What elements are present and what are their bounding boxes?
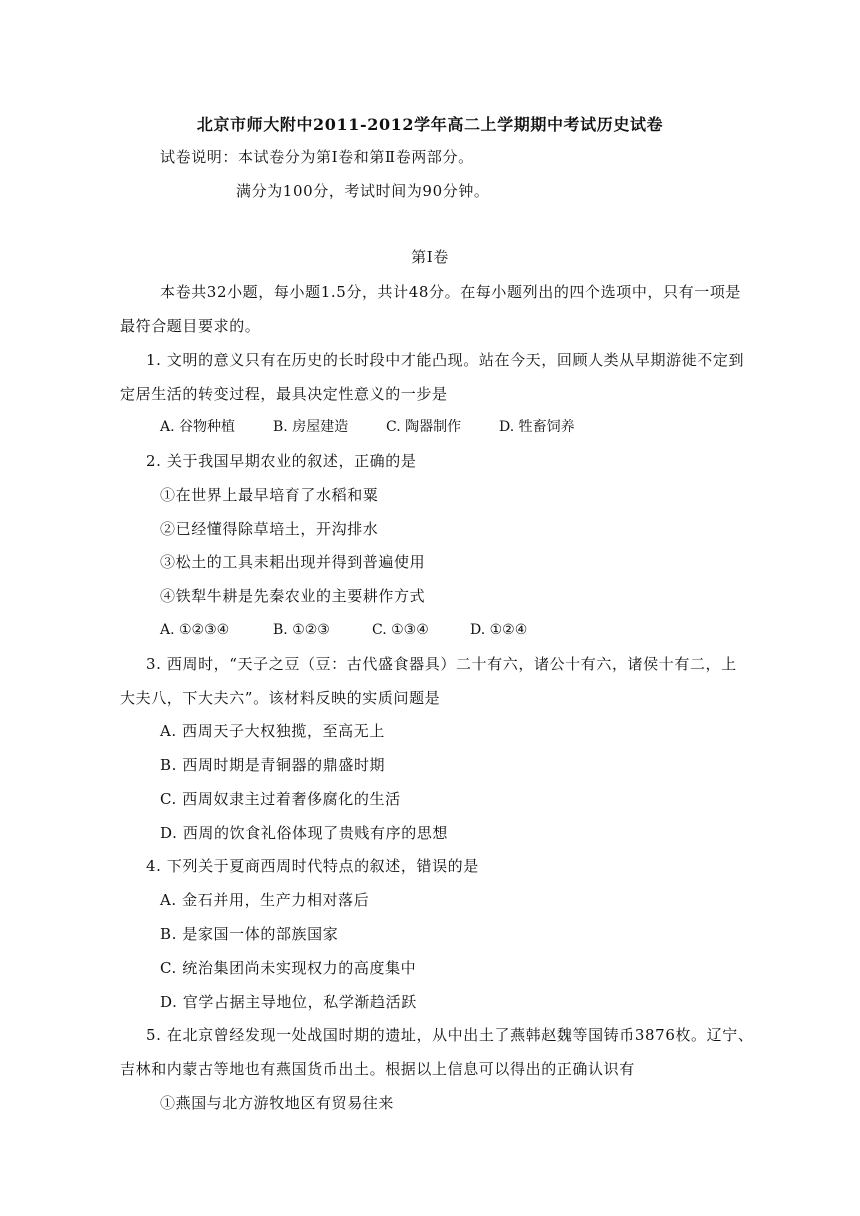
question-4-option-a: A. 金石并用，生产力相对落后 (160, 891, 370, 909)
option-a: A. 谷物种植 (160, 419, 236, 435)
option-c: C. 陶器制作 (386, 419, 462, 435)
question-3-option-b: B. 西周时期是青铜器的鼎盛时期 (160, 756, 386, 774)
option-b: B. ①②③ (273, 622, 330, 638)
question-3-option-d: D. 西周的饮食礼俗体现了贵贱有序的思想 (160, 824, 449, 842)
section-instructions-line1: 本卷共32小题，每小题1.5分，共计48分。在每小题列出的四个选项中，只有一项是 (160, 283, 742, 301)
question-4-stem: 4. 下列关于夏商西周时代特点的叙述，错误的是 (146, 857, 479, 875)
question-5-stem-line2: 吉林和内蒙古等地也有燕国货币出土。根据以上信息可以得出的正确认识有 (120, 1060, 635, 1078)
exam-title: 北京市师大附中2011-2012学年高二上学期期中考试历史试卷 (196, 115, 664, 134)
question-5-stem-line1: 5. 在北京曾经发现一处战国时期的遗址，从中出土了燕韩赵魏等国铸币3876枚。辽宁、 (146, 1026, 754, 1044)
question-1-stem-line2: 定居生活的转变过程，最具决定性意义的一步是 (120, 385, 448, 403)
question-2-item-4: ④铁犁牛耕是先秦农业的主要耕作方式 (160, 587, 426, 605)
option-b: B. 房屋建造 (273, 419, 349, 435)
question-3-stem-line1: 3. 西周时，“天子之豆（豆：古代盛食器具）二十有六，诸公十有六，诸侯十有二，上 (146, 655, 737, 673)
question-4-option-b: B. 是家国一体的部族国家 (160, 925, 339, 943)
option-c: C. ①③④ (372, 622, 429, 638)
option-a: A. ①②③④ (160, 622, 230, 638)
question-2-stem: 2. 关于我国早期农业的叙述，正确的是 (146, 452, 417, 470)
question-1-options (160, 417, 575, 437)
question-2-options (160, 620, 527, 640)
question-3-option-c: C. 西周奴隶主过着奢侈腐化的生活 (160, 790, 401, 808)
question-5-item-1: ①燕国与北方游牧地区有贸易往来 (160, 1094, 395, 1112)
question-2-item-1: ①在世界上最早培育了水稻和粟 (160, 486, 379, 504)
question-1-stem-line1: 1. 文明的意义只有在历史的长时段中才能凸现。站在今天，回顾人类从早期游徙不定到 (146, 351, 745, 369)
question-2-item-3: ③松土的工具耒耜出现并得到普遍使用 (160, 553, 426, 571)
question-4-option-c: C. 统治集团尚未实现权力的高度集中 (160, 959, 417, 977)
exam-instructions-line1: 试卷说明：本试卷分为第Ⅰ卷和第Ⅱ卷两部分。 (160, 148, 474, 166)
section-heading: 第Ⅰ卷 (411, 248, 449, 266)
question-3-option-a: A. 西周天子大权独揽，至高无上 (160, 722, 385, 740)
question-2-item-2: ②已经懂得除草培土，开沟排水 (160, 520, 379, 538)
option-d: D. ①②④ (470, 622, 528, 638)
exam-instructions-line2: 满分为100分，考试时间为90分钟。 (236, 182, 490, 200)
section-instructions-line2: 最符合题目要求的。 (120, 317, 261, 335)
question-3-stem-line2: 大夫八，下大夫六”。该材料反映的实质问题是 (120, 689, 441, 707)
question-4-option-d: D. 官学占据主导地位，私学渐趋活跃 (160, 993, 417, 1011)
option-d: D. 牲畜饲养 (499, 419, 575, 435)
